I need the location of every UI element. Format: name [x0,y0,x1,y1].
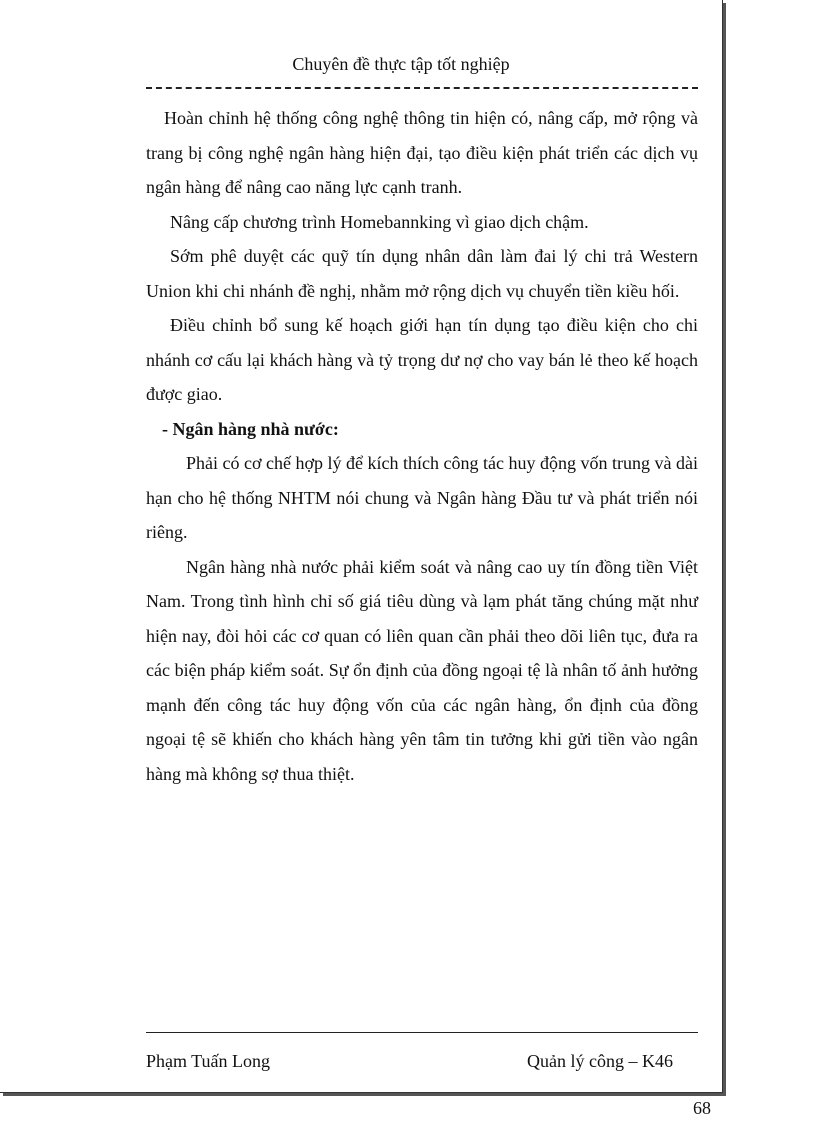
footer-divider [146,1032,698,1033]
footer-class: Quản lý công – K46 [527,1051,673,1071]
footer-author: Phạm Tuấn Long [146,1051,271,1071]
document-body [146,101,698,791]
paragraph-currency-control: Ngân hàng nhà nước phải kiểm soát và nâng cao uy tín đồng tiền Việt Nam. Trong tình hình chỉ số giá tiêu dùng và lạm phát tăng chúng mặt như hiện nay, đòi hỏi các cơ quan có liên quan cần phải theo dõi liên tục, đưa ra các biện pháp kiểm soát. Sự ổn định của đồng ngoại tệ là nhân tố ảnh hưởng mạnh đến công tác huy động vốn của các ngân hàng, ổn định của đồng ngoại tệ sẽ khiến cho khách hàng yên tâm tin tưởng khi gửi tiền vào ngân hàng mà không sợ thua thiệt. [146,556,698,784]
section-heading-state-bank: - Ngân hàng nhà nước: [162,418,339,439]
page-header-title: Chuyên đề thực tập tốt nghiệp [292,54,510,74]
paragraph-technology: Hoàn chỉnh hệ thống công nghệ thông tin hiện có, nâng cấp, mở rộng và trang bị công nghệ ngân hàng hiện đại, tạo điều kiện phát triển các dịch vụ ngân hàng để nâng cao năng lực cạnh tranh. [146,108,698,197]
paragraph-credit-limit: Điều chỉnh bổ sung kế hoạch giới hạn tín dụng tạo điều kiện cho chi nhánh cơ cấu lại khách hàng và tỷ trọng dư nợ cho vay bán lẻ theo kế hoạch được giao. [146,315,698,404]
page-number: 68 [693,1098,711,1118]
paragraph-western-union: Sớm phê duyệt các quỹ tín dụng nhân dân làm đai lý chi trả Western Union khi chi nhánh đề nghị, nhằm mở rộng dịch vụ chuyển tiền kiều hối. [146,246,698,301]
paragraph-homebanking: Nâng cấp chương trình Homebannking vì giao dịch chậm. [170,211,589,232]
paragraph-capital-mobilization: Phải có cơ chế hợp lý để kích thích công tác huy động vốn trung và dài hạn cho hệ thống NHTM nói chung và Ngân hàng Đầu tư và phát triển nói riêng. [146,453,698,542]
header-divider [146,87,698,89]
